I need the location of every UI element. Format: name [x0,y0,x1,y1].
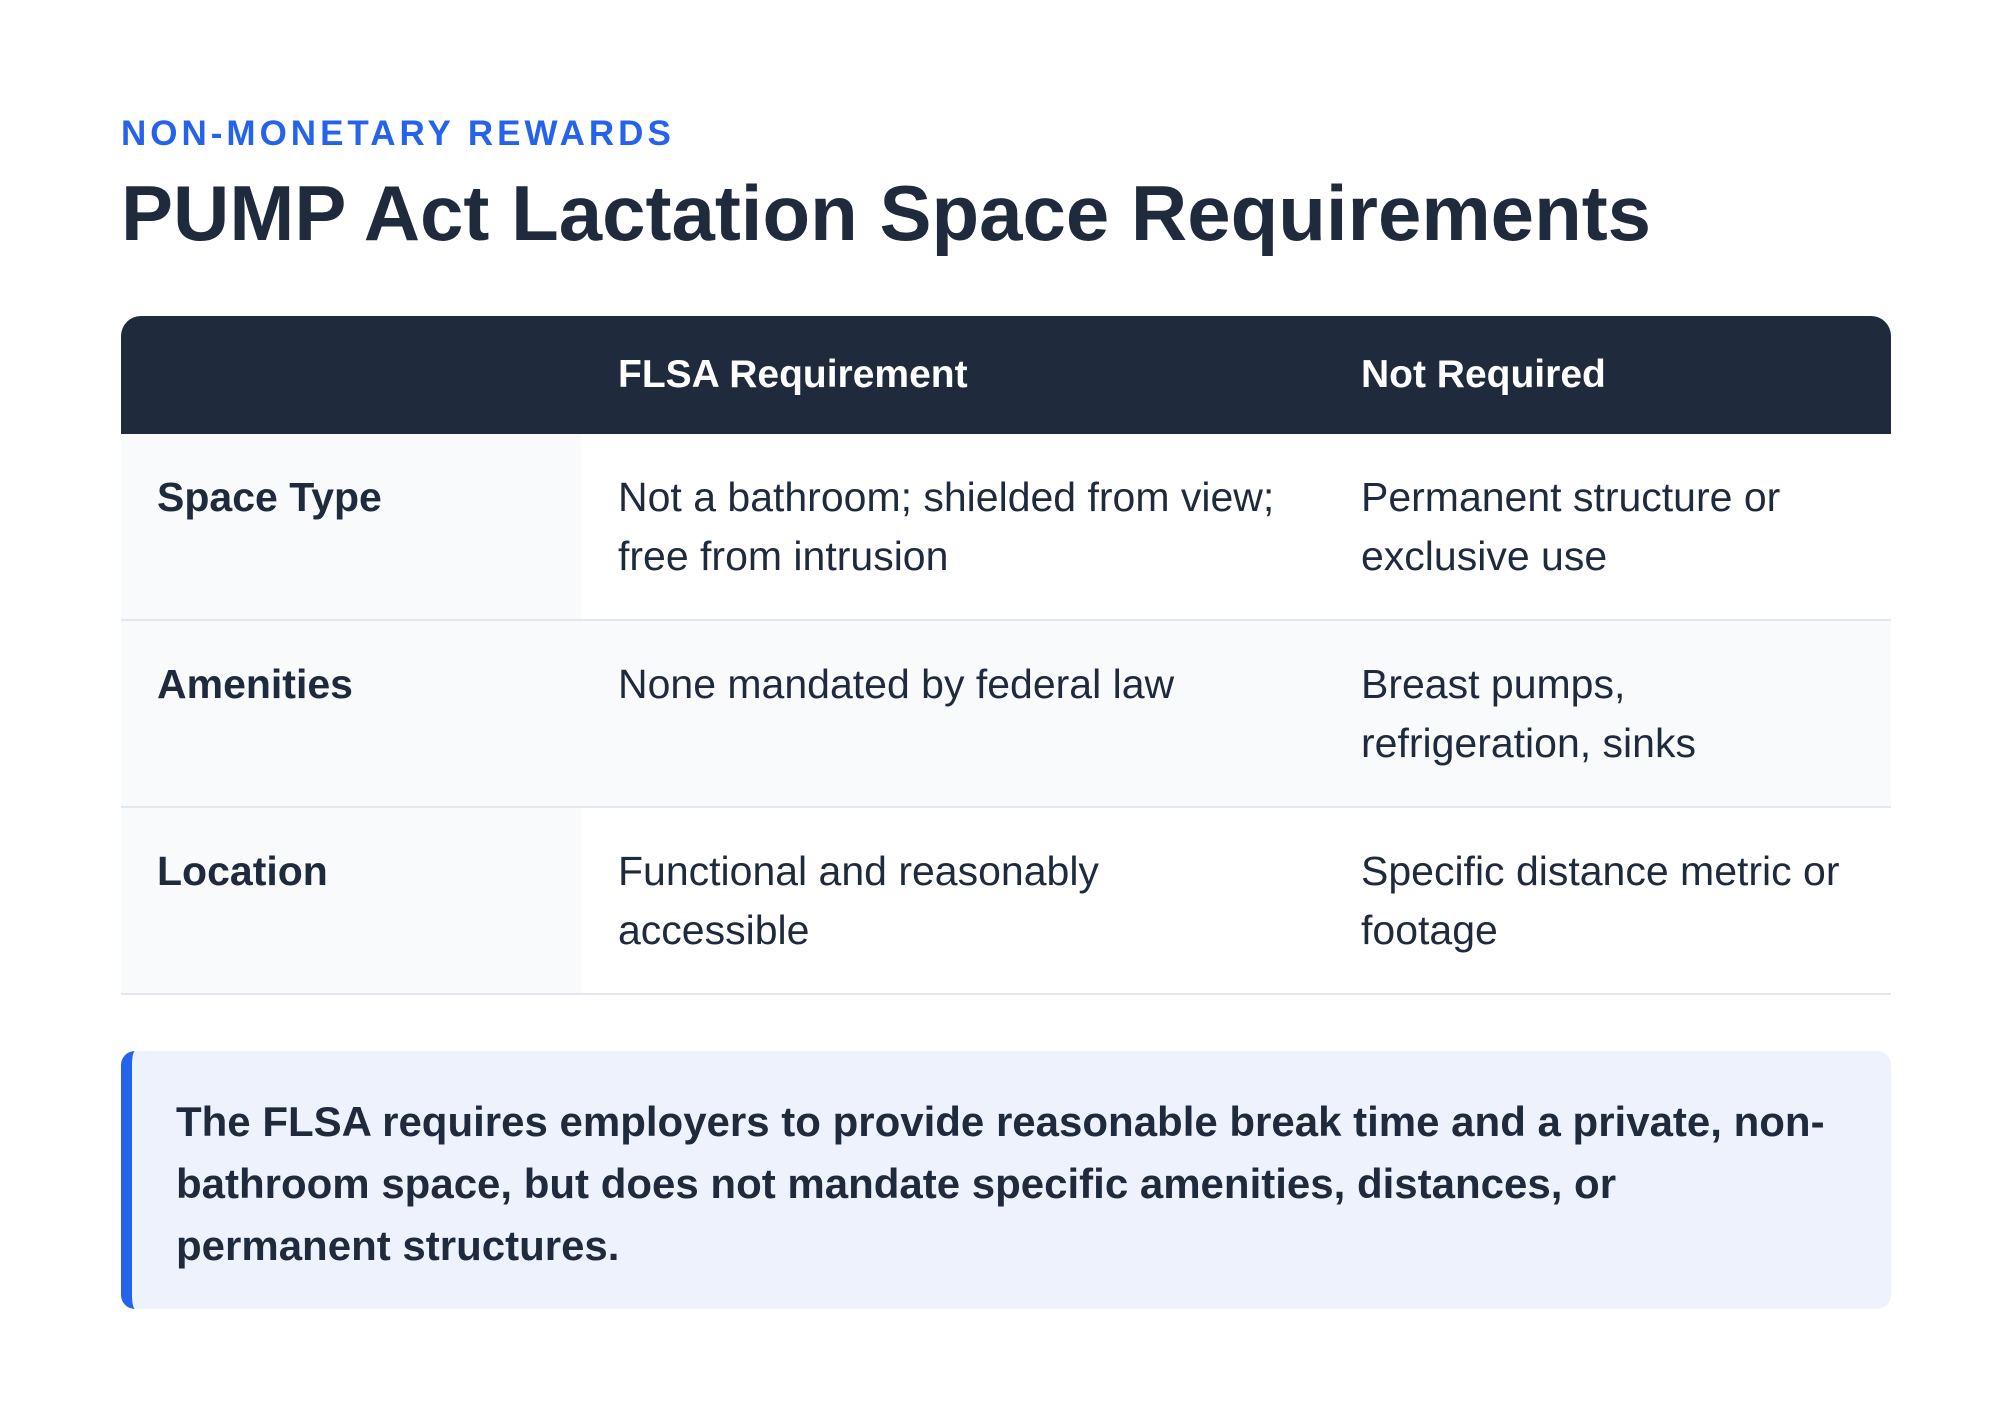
flsa-requirement-cell: None mandated by federal law [581,621,1324,806]
not-required-cell: Specific distance metric or footage [1361,848,1840,953]
column-header-flsa-requirement: FLSA Requirement [618,353,968,396]
not-required-cell: Permanent structure or exclusive use [1361,474,1781,579]
table-header [121,316,1891,434]
not-required-cell: Breast pumps, refrigeration, sinks [1324,621,1891,806]
table-row [121,621,1891,808]
requirements-table [121,316,1891,995]
flsa-requirement-cell: Functional and reasonably accessible [618,848,1099,953]
page-title: PUMP Act Lactation Space Requirements [121,169,1652,257]
table-row [121,434,1891,621]
table-row [121,808,1891,995]
column-header-not-required: Not Required [1361,353,1606,396]
row-label: Location [121,808,581,993]
flsa-requirement-cell: Not a bathroom; shielded from view; free from intrusion [618,474,1275,579]
section-eyebrow: NON-MONETARY REWARDS [121,114,675,153]
row-label: Space Type [121,434,581,619]
summary-callout: The FLSA requires employers to provide reasonable break time and a private, non-bathroom space, but does not mandate specific amenities, distances, or permanent structures. [121,1051,1891,1309]
row-label: Amenities [121,621,581,806]
